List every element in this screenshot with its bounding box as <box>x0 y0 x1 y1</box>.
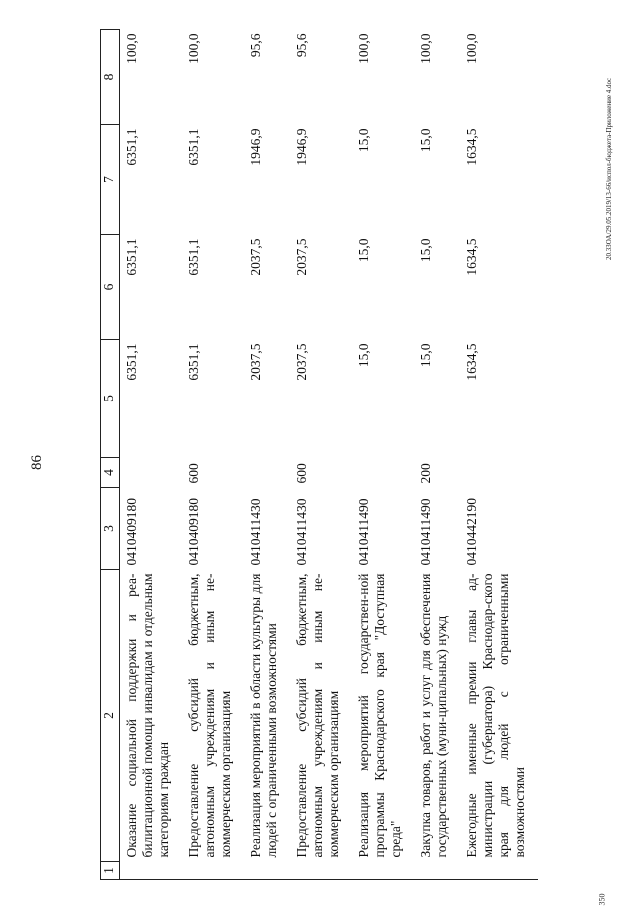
row-value-8: 100,0 <box>124 33 139 64</box>
row-code: 0410411490 <box>356 498 371 566</box>
row-value-7: 1634,5 <box>464 128 479 166</box>
header-cell: 1 <box>101 862 120 880</box>
row-code: 0410411430 <box>248 498 263 566</box>
row-value-5: 15,0 <box>356 343 371 368</box>
row-code: 0410411430 <box>294 498 309 566</box>
row-value-6: 6351,1 <box>186 238 201 276</box>
row-code: 0410411490 <box>418 498 433 566</box>
row-code: 0410409180 <box>186 498 201 566</box>
row-value-6: 15,0 <box>356 238 371 263</box>
header-cell: 3 <box>101 488 120 570</box>
table-row <box>460 30 538 880</box>
row-value-8: 100,0 <box>464 33 479 64</box>
row-type <box>352 458 414 488</box>
row-name: Ежегодные именные премии главы ад-министрации (губернатора) Краснодар-ского края для людей с ограниченными возможностями <box>464 573 527 858</box>
row-value-7: 15,0 <box>418 128 433 153</box>
row-number-cell <box>290 862 352 880</box>
table-header-row <box>101 30 120 880</box>
row-value-5: 1634,5 <box>464 343 479 381</box>
row-number-cell <box>244 862 290 880</box>
row-value-6: 15,0 <box>418 238 433 263</box>
row-type: 600 <box>294 463 309 484</box>
row-value-5: 6351,1 <box>124 343 139 381</box>
row-name: Предоставление субсидий бюджетным, автономным учреждениям и иным не-коммерческим организациям <box>186 573 233 858</box>
table-row <box>120 30 183 880</box>
table-row <box>244 30 290 880</box>
row-type: 200 <box>418 463 433 484</box>
row-value-8: 100,0 <box>356 33 371 64</box>
row-value-5: 15,0 <box>418 343 433 368</box>
header-cell: 5 <box>101 340 120 458</box>
row-value-5: 6351,1 <box>186 343 201 381</box>
table-row <box>414 30 460 880</box>
row-number-cell <box>120 862 183 880</box>
row-code: 0410409180 <box>124 498 139 566</box>
header-cell: 4 <box>101 458 120 488</box>
row-number-cell <box>460 862 538 880</box>
row-value-5: 2037,5 <box>248 343 263 381</box>
corner-mark: 350 <box>597 893 607 906</box>
row-value-6: 6351,1 <box>124 238 139 276</box>
budget-table <box>100 29 538 880</box>
page-number: 86 <box>29 455 45 470</box>
row-name: Оказание социальной поддержки и реа-билитационной помощи инвалидам и отдельным категориям граждан <box>124 573 171 858</box>
row-value-6: 2037,5 <box>294 238 309 276</box>
header-cell: 6 <box>101 235 120 340</box>
row-value-8: 95,6 <box>294 33 309 58</box>
header-cell: 7 <box>101 125 120 235</box>
row-name: Закупка товаров, работ и услуг для обеспечения государственных (муни-ципальных) нужд <box>418 573 449 858</box>
row-value-8: 100,0 <box>186 33 201 64</box>
row-type <box>460 458 538 488</box>
row-name: Реализация мероприятий в области культуры для людей с ограниченными возможностями <box>248 573 279 858</box>
row-number-cell <box>352 862 414 880</box>
row-type: 600 <box>186 463 201 484</box>
row-value-7: 1946,9 <box>248 128 263 166</box>
row-value-7: 6351,1 <box>186 128 201 166</box>
row-name: Предоставление субсидий бюджетным, автономным учреждениям и иным не-коммерческим организациям <box>294 573 341 858</box>
row-value-7: 15,0 <box>356 128 371 153</box>
row-number-cell <box>414 862 460 880</box>
row-type <box>244 458 290 488</box>
table-row <box>290 30 352 880</box>
row-value-7: 6351,1 <box>124 128 139 166</box>
row-value-7: 1946,9 <box>294 128 309 166</box>
row-number-cell <box>182 862 244 880</box>
row-value-5: 2037,5 <box>294 343 309 381</box>
document-footer: 20.3ЗОА/29.05.2019/13-66/испол-бюджета-Приложение 4.doc <box>605 77 613 260</box>
row-value-8: 100,0 <box>418 33 433 64</box>
row-type <box>120 458 183 488</box>
row-value-6: 1634,5 <box>464 238 479 276</box>
row-value-6: 2037,5 <box>248 238 263 276</box>
table-row <box>352 30 414 880</box>
row-name: Реализация мероприятий государствен-ной программы Краснодарского края "Доступная среда" <box>356 573 403 858</box>
header-cell: 2 <box>101 570 120 862</box>
row-code: 0410442190 <box>464 498 479 566</box>
budget-table-container <box>100 30 603 880</box>
table-row <box>182 30 244 880</box>
header-cell: 8 <box>101 30 120 125</box>
row-value-8: 95,6 <box>248 33 263 58</box>
